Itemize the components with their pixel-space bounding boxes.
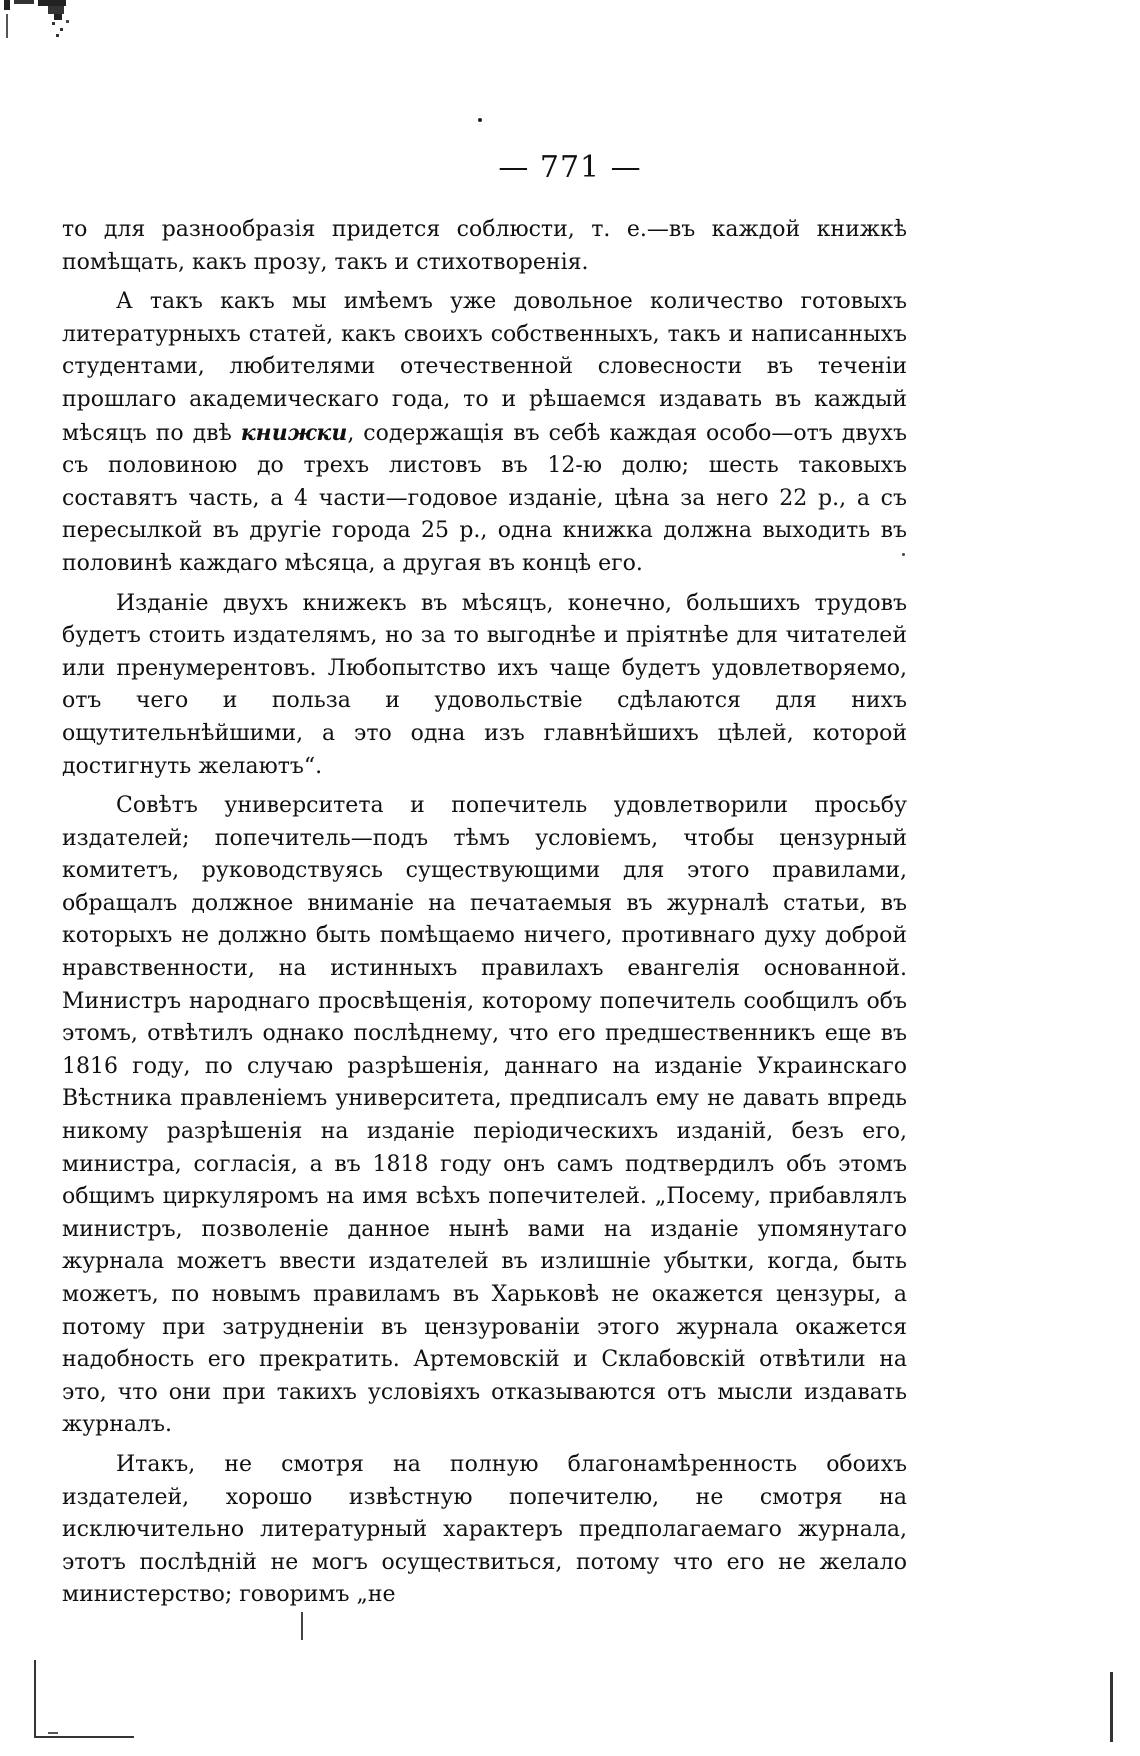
scan-artifact-bottom-left [34,1660,134,1740]
body-text [62,214,907,1619]
print-mark [301,1612,303,1640]
print-speck [478,118,482,122]
scan-artifact-right-edge [1110,1672,1113,1742]
paragraph: Совѣтъ университета и попечитель удовлетворили просьбу издателей; попечитель—подъ тѣмъ условіемъ, чтобы цензурный комитетъ, руководствуясь существующими для этого правилами, обращалъ должное вниманіе на печатаемыя въ журналѣ статьи, въ которыхъ не должно быть помѣщаемо ничего, противнаго духу доброй нравственности, на истинныхъ правилахъ евангелія основанной. Министръ народнаго просвѣщенія, которому попечитель сообщилъ объ этомъ, отвѣтилъ однако послѣднему, что его предшественникъ еще въ 1816 году, по случаю разрѣшенія, даннаго на изданіе Украинскаго Вѣстника правленіемъ университета, предписалъ ему не давать впредь никому разрѣшенія на изданіе періодическихъ изданій, безъ его, министра, согласія, а въ 1818 году онъ самъ подтвердилъ объ этомъ общимъ циркуляромъ на имя всѣхъ попечителей. „Посему, прибавлялъ министръ, позволеніе данное нынѣ вами на изданіе упомянутаго журнала можетъ ввести издателей въ излишніе убытки, когда, быть можетъ, по новымъ правиламъ въ Харьковѣ не окажется цензуры, а потому при затрудненіи въ цензурованіи этого журнала окажется надобность его прекратить. Артемовскій и Склабовскій отвѣтили на это, что они при такихъ условіяхъ отказываются отъ мысли издавать журналъ. [62,793,907,1438]
paragraph-continued: то для разнообразія придется соблюсти, т. е.—въ каждой книжкѣ помѣщать, какъ прозу, такъ и стихотворенія. [62,217,907,275]
page-number: — 771 — [498,150,642,185]
emphasized-word: книжки [240,419,348,446]
paragraph-text: А такъ какъ мы имѣемъ уже довольное количество готовыхъ литературныхъ статей, какъ своихъ собственныхъ, такъ и написанныхъ студентами, любителями отечественной словесности въ теченіи прошлаго академическаго года, то и рѣшаемся издавать въ каждый мѣсяцъ по двѣ [62,289,907,446]
paragraph-text: , содержащія въ себѣ каждая особо—отъ двухъ съ половиною до трехъ листовъ въ 12-ю долю; шесть таковыхъ составятъ часть, а 4 части—годовое изданіе, цѣна за него 22 р., а съ пересылкой въ другіе города 25 р., одна книжка должна выходить въ половинѣ каждаго мѣсяца, а другая въ концѣ его. [62,420,908,576]
print-speck [902,553,905,556]
scan-artifact-top-left [4,0,114,42]
paragraph: Изданіе двухъ книжекъ въ мѣсяцъ, конечно, большихъ трудовъ будетъ стоить издателямъ, но за то выгоднѣе и пріятнѣе для читателей или пренумерентовъ. Любопытство ихъ чаще будетъ удовлетворяемо, отъ чего и польза и удовольствіе сдѣлаются для нихъ ощутительнѣйшими, а это одна изъ главнѣйшихъ цѣлей, которой достигнуть желаютъ“. [62,590,907,779]
paragraph: Итакъ, не смотря на полную благонамѣренность обоихъ издателей, хорошо извѣстную попечителю, не смотря на исключительно литературный характеръ предполагаемаго журнала, этотъ послѣдній не могъ осуществиться, потому что его не желало министерство; говоримъ „не [62,1451,907,1608]
paragraph [62,286,907,580]
